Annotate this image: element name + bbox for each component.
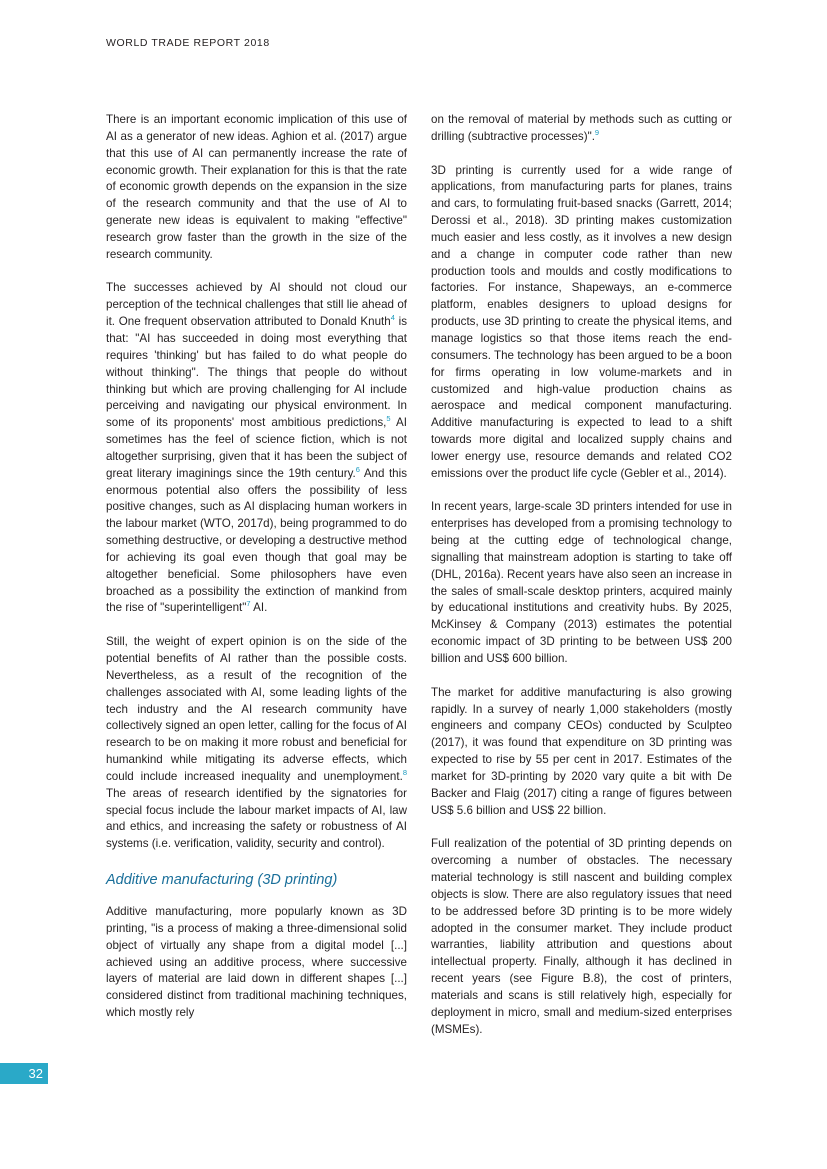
paragraph-3d-applications: 3D printing is currently used for a wide range of applications, from manufacturing parts for planes, trains and cars, to formulating fruit-based snacks (Garrett, 2014; Derossi et al., 2018). 3D printing makes customization much easier and less costly, as it involves a new design and a change in computer code rather than new production tools and moulds and costly modifications to factories. For instance, Shapeways, an e-commerce platform, enables designers to upload designs for products, use 3D printing to create the physical items, and manage logistics so that those items reach the end-consumers. The technology has been argued to be a boon for firms operating in low volume-markets and in customized and high-value production chains as aerospace and medical component manufacturing. Additive manufacturing is expected to lead to a shift towards more digital and localized supply chains and lower energy use, resource demands and related CO2 emissions over the product life cycle (Gebler et al., 2014). (431, 163, 732, 480)
footnote-ref-9[interactable]: 9 (594, 127, 600, 137)
paragraph-additive-definition: Additive manufacturing, more popularly known as 3D printing, "is a process of making a three-dimensional solid object of virtually any shape from a digital model [...] achieved using an additive process, where successive layers of material are laid down in different shapes [...] considered distinct from traditional machining techniques, which mostly rely (106, 904, 407, 1020)
paragraph-ai-challenges: The successes achieved by AI should not cloud our perception of the technical challenges that still lie ahead of it. One frequent observation attributed to Donald Knuth$^4$ is that: "AI has succeeded in doing most everything that requires 'thinking' but has failed to do what people do without thinking". The things that people do without thinking but which are proving challenging for AI include perceiving and navigating our physical environment. In some of its proponents' most ambitious predictions,$^5$ AI sometimes has the feel of science fiction, which is not altogether surprising, given that it has been the subject of great literary imaginings since the 19th century.$^6$ And this enormous potential also offers the possibility of less positive changes, such as AI displacing human workers in the labour market (WTO, 2017d), being programmed to do something destructive, or developing a destructive method for achieving its goal even though that goal may be altogether beneficial. Some philosophers have even broached as a possibility the extinction of mankind from the rise of "superintelligent"$^7$ AI. (106, 281, 407, 615)
footnote-ref-6[interactable]: 6 (355, 464, 360, 474)
paragraph-ai-economic-implication: There is an important economic implication of this use of AI as a generator of new ideas. Aghion et al. (2017) argue that this use of AI can permanently increase the rate of economic growth. Their explanation for this is that the rate of economic growth depends on the expansion in the size of the research community and that the use of AI to generate new ideas is equivalent to making "effective" research grow faster than the growth in the size of the research community. (106, 113, 407, 261)
left-column (106, 112, 407, 1022)
footnote-ref-8[interactable]: 8 (402, 768, 407, 778)
paragraph-large-scale-printers: In recent years, large-scale 3D printers intended for use in enterprises has developed from a promising technology to being at the cutting edge of technological change, signalling that mainstream adoption is starting to take off (DHL, 2016a). Recent years have also seen an increase in the sales of small-scale desktop printers, acquired mainly by educational institutions and creativity hubs. By 2025, McKinsey & Company (2013) estimates the potential economic impact of 3D printing to be between US$ 200 billion and US$ 600 billion. (431, 500, 732, 665)
paragraph-obstacles: Full realization of the potential of 3D printing depends on overcoming a number of obstacles. The necessary material technology is still nascent and building complex objects is slow. There are also regulatory issues that need to be addressed before 3D printing is to be more widely adopted in the consumer market. They include product warranties, liability attribution and questions about intellectual property. Finally, although it has declined in recent years (see Figure B.8), the cost of printers, materials and scans is still relatively high, especially for deployment in micro, small and medium-sized enterprises (MSMEs). (431, 837, 732, 1036)
running-header: WORLD TRADE REPORT 2018 (106, 37, 270, 49)
footnote-ref-5[interactable]: 5 (386, 414, 391, 424)
page-number-tab: 32 (0, 1063, 48, 1084)
right-column (431, 112, 732, 1038)
paragraph-market-growth: The market for additive manufacturing is also growing rapidly. In a survey of nearly 1,000 stakeholders (mostly engineers and company CEOs) conducted by Sculpteo (2017), it was found that expenditure on 3D printing was expected to rise by 55 per cent in 2017. Estimates of the market for 3D-printing by 2020 vary quite a bit with De Backer and Flaig (2017) citing a range of figures between US$ 5.6 billion and US$ 22 billion. (431, 685, 732, 817)
footnote-ref-4[interactable]: 4 (390, 313, 395, 323)
paragraph-expert-opinion: Still, the weight of expert opinion is on the side of the potential benefits of AI rather than the possible costs. Nevertheless, as a result of the recognition of the challenges associated with AI, some leading lights of the tech industry and the AI research community have collectively signed an open letter, calling for the focus of AI research to be on making it more robust and beneficial for humankind while mitigating its adverse effects, which could include increased inequality and unemployment.$^8$ The areas of research identified by the signatories for special focus include the labour market impacts of AI, law and ethics, and increasing the safety or robustness of AI systems (i.e. verification, validity, security and control). (106, 635, 407, 851)
paragraph-subtractive-processes: on the removal of material by methods such as cutting or drilling (subtractive processes)".$^9$ (431, 113, 732, 143)
footnote-ref-7[interactable]: 7 (246, 599, 251, 609)
section-heading-additive-manufacturing: Additive manufacturing (3D printing) (106, 871, 338, 888)
